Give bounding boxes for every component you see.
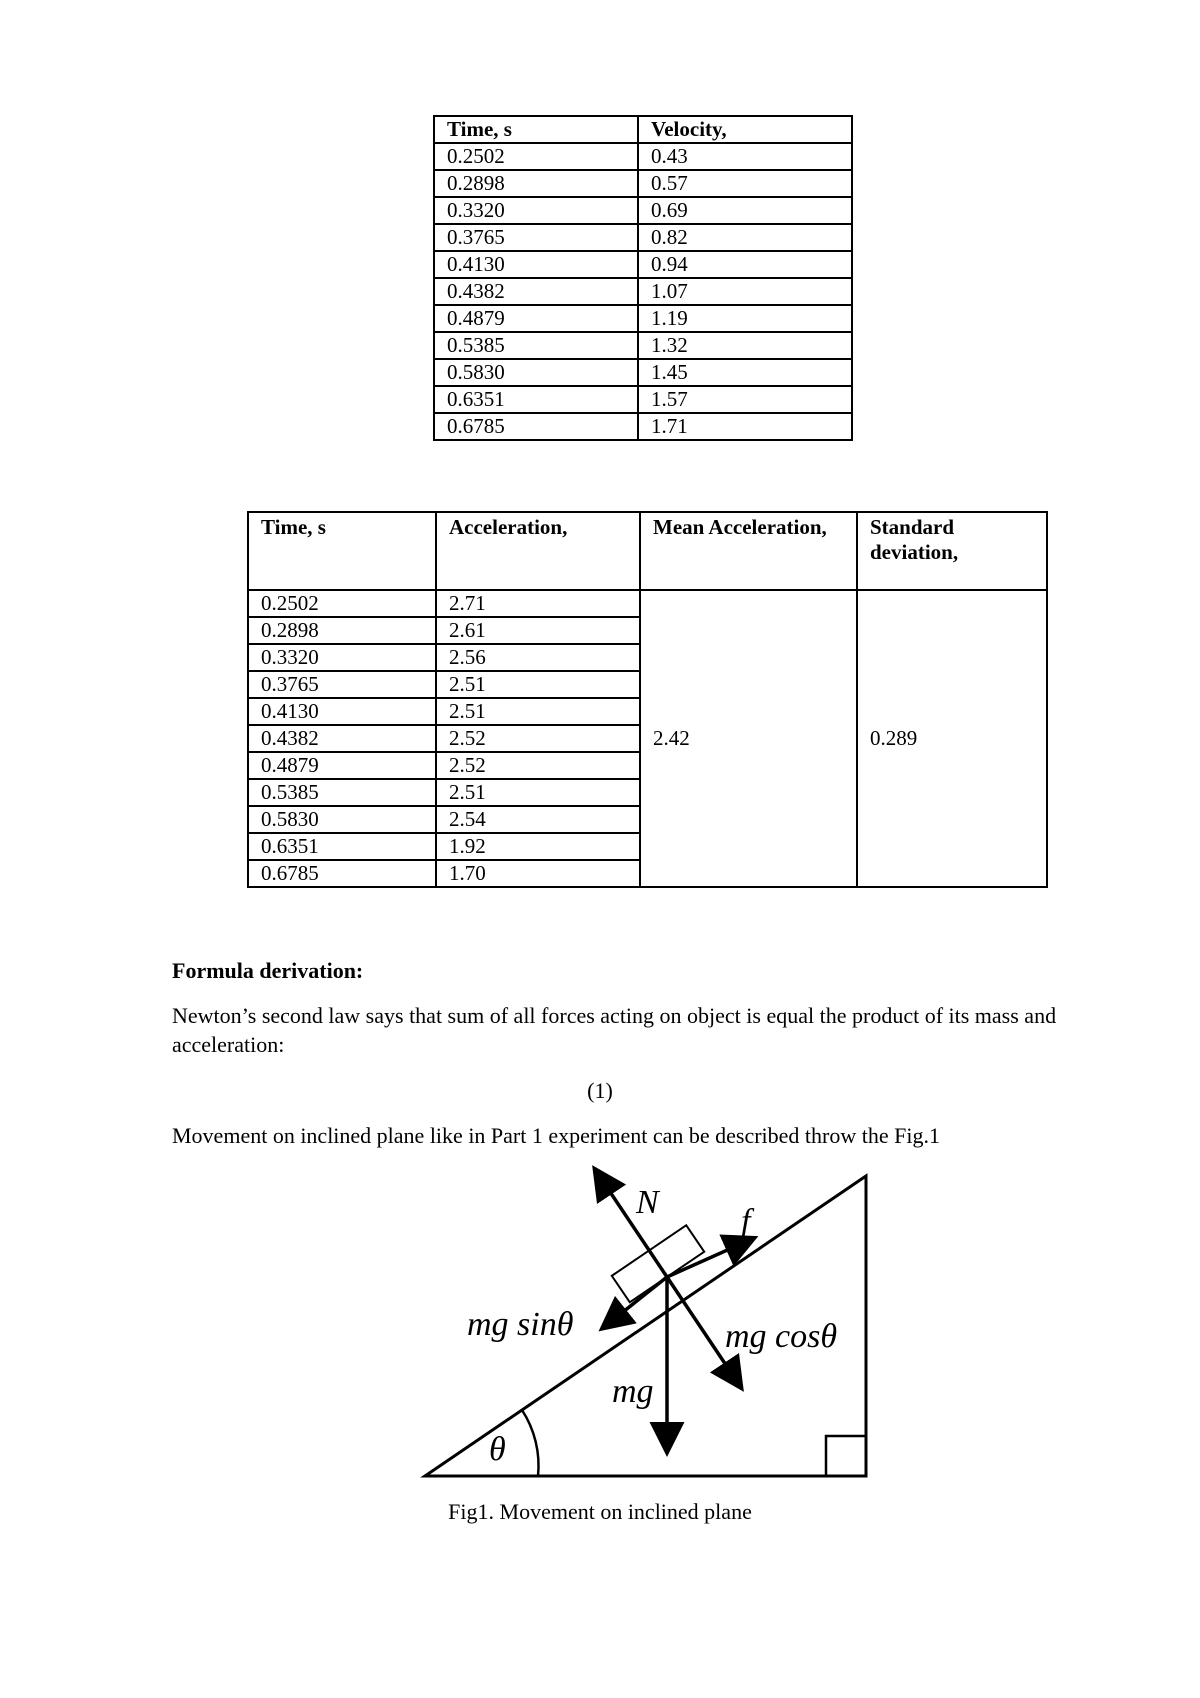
acceleration-cell: 2.51	[436, 779, 640, 806]
velocity-cell: 1.19	[638, 305, 852, 332]
velocity-cell: 0.94	[638, 251, 852, 278]
time-cell: 0.4382	[434, 278, 638, 305]
label-perpendicular-component: mg cosθ	[725, 1318, 838, 1355]
standard-deviation-value: 0.289	[857, 590, 1047, 887]
time-cell: 0.3765	[434, 224, 638, 251]
header-acceleration: Acceleration,	[436, 512, 640, 590]
time-cell: 0.5385	[248, 779, 436, 806]
time-cell: 0.4382	[248, 725, 436, 752]
right-angle-marker	[826, 1436, 866, 1476]
label-normal: N	[636, 1184, 659, 1221]
time-cell: 0.6785	[248, 860, 436, 887]
paragraph-newton-law: Newton’s second law says that sum of all forces acting on object is equal the product of its mass and acceleration:	[172, 1003, 1057, 1057]
velocity-cell: 0.69	[638, 197, 852, 224]
time-cell: 0.6351	[248, 833, 436, 860]
header-time: Time, s	[248, 512, 436, 590]
acceleration-cell: 2.51	[436, 671, 640, 698]
acceleration-cell: 2.71	[436, 590, 640, 617]
acceleration-cell: 2.52	[436, 752, 640, 779]
time-cell: 0.4130	[248, 698, 436, 725]
time-cell: 0.2898	[248, 617, 436, 644]
time-cell: 0.3320	[248, 644, 436, 671]
equation-number: (1)	[587, 1078, 613, 1103]
section-heading: Formula derivation:	[172, 958, 364, 983]
time-cell: 0.4879	[248, 752, 436, 779]
label-friction: f	[741, 1203, 751, 1240]
time-cell: 0.4130	[434, 251, 638, 278]
header-velocity: Velocity,	[638, 116, 852, 143]
acceleration-cell: 2.52	[436, 725, 640, 752]
velocity-cell: 1.57	[638, 386, 852, 413]
time-cell: 0.6351	[434, 386, 638, 413]
header-standard-deviation: Standard deviation,	[857, 512, 1047, 590]
time-cell: 0.2502	[248, 590, 436, 617]
velocity-cell: 0.57	[638, 170, 852, 197]
velocity-cell: 0.43	[638, 143, 852, 170]
acceleration-cell: 2.56	[436, 644, 640, 671]
velocity-cell: 1.71	[638, 413, 852, 440]
time-cell: 0.2502	[434, 143, 638, 170]
velocity-cell: 1.45	[638, 359, 852, 386]
time-cell: 0.5830	[434, 359, 638, 386]
velocity-cell: 1.32	[638, 332, 852, 359]
paragraph-inclined-plane: Movement on inclined plane like in Part 1 experiment can be described throw the Fig.1	[172, 1123, 940, 1148]
velocity-cell: 0.82	[638, 224, 852, 251]
time-cell: 0.4879	[434, 305, 638, 332]
mean-acceleration-value: 2.42	[640, 590, 857, 887]
time-cell: 0.3320	[434, 197, 638, 224]
acceleration-cell: 2.61	[436, 617, 640, 644]
time-cell: 0.3765	[248, 671, 436, 698]
label-angle: θ	[489, 1431, 506, 1468]
velocity-cell: 1.07	[638, 278, 852, 305]
acceleration-cell: 2.51	[436, 698, 640, 725]
angle-arc	[522, 1410, 539, 1476]
friction-force-arrow	[667, 1239, 752, 1277]
time-cell: 0.6785	[434, 413, 638, 440]
acceleration-cell: 2.54	[436, 806, 640, 833]
header-mean-acceleration: Mean Acceleration,	[640, 512, 857, 590]
acceleration-cell: 1.70	[436, 860, 640, 887]
label-parallel-component: mg sinθ	[467, 1306, 574, 1343]
header-time: Time, s	[434, 116, 638, 143]
acceleration-cell: 1.92	[436, 833, 640, 860]
time-cell: 0.5830	[248, 806, 436, 833]
label-weight: mg	[612, 1373, 654, 1410]
figure-caption: Fig1. Movement on inclined plane	[448, 1499, 752, 1524]
time-cell: 0.5385	[434, 332, 638, 359]
time-cell: 0.2898	[434, 170, 638, 197]
